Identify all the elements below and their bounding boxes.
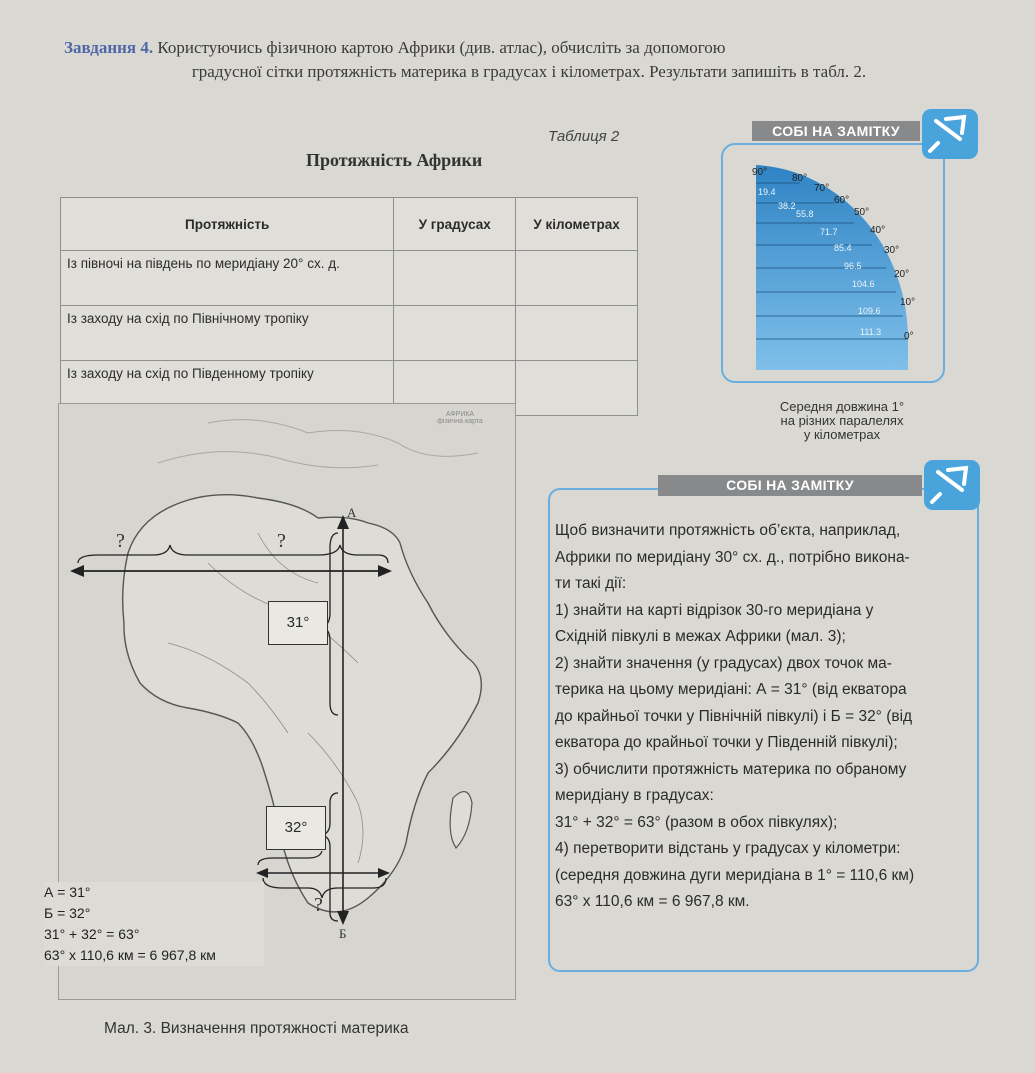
- instruction-line: Східній півкулі в межах Африки (мал. 3);: [555, 628, 846, 645]
- parallels-caption: [752, 400, 932, 442]
- map-header-title: АФРИКА: [445, 411, 475, 418]
- calc-line: А = 31°: [44, 884, 91, 900]
- question-mark: ?: [116, 530, 125, 552]
- question-mark: ?: [277, 530, 286, 552]
- map-header-subtitle: фізична карта: [437, 418, 483, 425]
- km-cell[interactable]: [516, 306, 638, 361]
- caption-line: Середня довжина 1°: [779, 399, 905, 414]
- caption-line: на різних паралелях: [780, 413, 904, 428]
- km-label: 109.6: [858, 306, 881, 316]
- instruction-line: Щоб визначити протяжність об’єкта, наприклад,: [555, 522, 901, 539]
- km-label: 111.3: [860, 327, 882, 337]
- row-label: Із заходу на схід по Південному тропіку: [61, 361, 394, 416]
- instruction-line: 3) обчислити протяжність материка по обраному: [555, 760, 907, 778]
- degree-label: 70°: [814, 183, 830, 194]
- figure-caption: Мал. 3. Визначення протяжності материка: [104, 1020, 409, 1037]
- table-row: [61, 306, 638, 361]
- extent-table: [60, 197, 638, 416]
- instruction-line: 1) знайти на карті відрізок 30-го меридіана у: [555, 601, 874, 619]
- instruction-line: терика на цьому меридіані: А = 31° (від екватора: [555, 681, 907, 698]
- table-caption: Таблиця 2: [548, 128, 620, 145]
- instruction-line: 31° + 32° = 63° (разом в обох півкулях);: [555, 813, 838, 831]
- task-statement: [64, 36, 994, 84]
- north-degree-box: 31°: [268, 601, 328, 645]
- table-title: Протяжність Африки: [306, 150, 483, 170]
- km-label: 55.8: [796, 209, 814, 219]
- calculation-block: [44, 882, 264, 966]
- degrees-cell[interactable]: [394, 306, 516, 361]
- degree-label: 90°: [752, 167, 768, 178]
- instruction-line: (середня довжина дуги меридіана в 1° = 110,6 км): [555, 866, 915, 884]
- column-header: У градусах: [394, 198, 516, 251]
- question-mark: ?: [314, 894, 323, 916]
- pin-icon: [922, 109, 978, 159]
- km-label: 38.2: [778, 201, 796, 211]
- km-cell[interactable]: [516, 361, 638, 416]
- km-label: 85.4: [834, 243, 852, 253]
- calc-line: 31° + 32° = 63°: [44, 926, 140, 942]
- calc-line: Б = 32°: [44, 905, 91, 921]
- instruction-line: екватора до крайньої точки у Південній півкулі);: [555, 734, 898, 751]
- instruction-line: 63° x 110,6 км = 6 967,8 км.: [555, 893, 750, 910]
- task-label: Завдання 4.: [64, 38, 154, 57]
- south-degree-box: 32°: [266, 806, 326, 850]
- column-header: У кілометрах: [516, 198, 638, 251]
- km-label: 104.6: [852, 279, 875, 289]
- table-row: [61, 251, 638, 306]
- row-label: Із півночі на південь по меридіану 20° сх. д.: [61, 251, 394, 306]
- parallels-diagram: [748, 165, 938, 370]
- degree-label: 50°: [854, 207, 870, 218]
- column-header: Протяжність: [61, 198, 394, 251]
- row-label: Із заходу на схід по Північному тропіку: [61, 306, 394, 361]
- degree-label: 80°: [792, 173, 808, 184]
- task-text-line2: градусної сітки протяжність материка в градусах і кілометрах. Результати запишіть в табл. 2.: [191, 62, 867, 81]
- calc-line: 63° x 110,6 км = 6 967,8 км: [44, 947, 216, 963]
- degree-label: 0°: [904, 331, 914, 342]
- pin-icon: [924, 460, 980, 510]
- km-label: 71.7: [820, 227, 838, 237]
- degrees-cell[interactable]: [394, 251, 516, 306]
- degree-label: 30°: [884, 245, 900, 256]
- instruction-line: Африки по меридіану 30° сх. д., потрібно викона-: [555, 548, 910, 566]
- instruction-line: 4) перетворити відстань у градусах у кілометри:: [555, 840, 901, 857]
- note-badge: СОБІ НА ЗАМІТКУ: [752, 121, 920, 141]
- table-header-row: [61, 198, 638, 251]
- caption-line: у кілометрах: [803, 427, 881, 442]
- task-text-line1: Користуючись фізичною картою Африки (див. атлас), обчисліть за допомогою: [157, 38, 726, 57]
- note-badge: СОБІ НА ЗАМІТКУ: [658, 475, 922, 496]
- point-b-label: Б: [339, 926, 347, 941]
- degree-label: 40°: [870, 225, 886, 236]
- km-cell[interactable]: [516, 251, 638, 306]
- instruction-line: меридіану в градусах:: [555, 787, 714, 804]
- instruction-line: ти такі дії:: [555, 575, 627, 592]
- degree-label: 20°: [894, 269, 910, 280]
- km-label: 19.4: [758, 187, 776, 197]
- degree-label: 10°: [900, 297, 916, 308]
- instruction-line: 2) знайти значення (у градусах) двох точок ма-: [555, 654, 892, 672]
- degree-label: 60°: [834, 195, 850, 206]
- instructions-text: [555, 518, 967, 916]
- km-label: 96.5: [844, 261, 862, 271]
- point-a-label: А: [347, 505, 357, 520]
- instruction-line: до крайньої точки у Північній півкулі) і Б = 32° (від: [555, 707, 913, 725]
